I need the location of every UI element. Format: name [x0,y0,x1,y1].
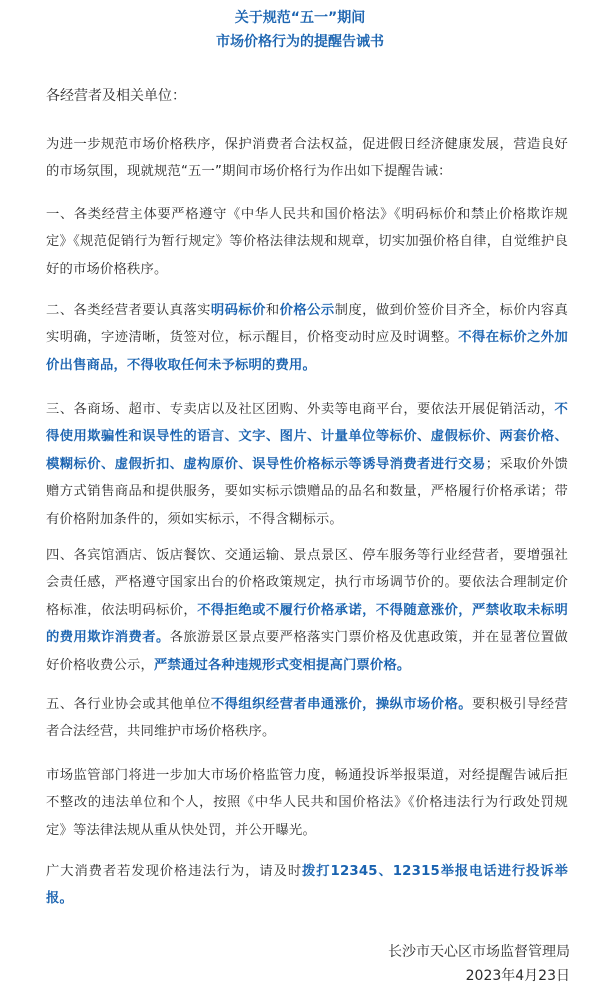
body-text: 三、各商场、超市、专卖店以及社区团购、外卖等电商平台，要依法开展促销活动， [46,402,555,417]
body-text: 二、各类经营者要认真落实 [46,303,211,318]
emphasis-text: 严禁通过各种违规形式变相提高门票价格。 [153,657,411,673]
closing-prefix: 广大消费者若发现价格违法行为，请及时 [46,864,303,879]
emphasis-text: 不得在标价之外加价出售商品，不得收取任何未予标明的费用。 [46,330,568,373]
title-line-1: 关于规范“五一”期间 [234,10,366,26]
closing-paragraph [46,858,568,913]
body-text: 和 [265,303,280,318]
intro-paragraph: 为进一步规范市场价格秩序，保护消费者合法权益，促进假日经济健康发展，营造良好的市场氛围，现就规范“五一”期间市场价格行为作出如下提醒告诫： [46,137,568,180]
item-2-paragraph [46,297,568,379]
body-text: 五、各行业协会或其他单位 [46,697,211,712]
body-text: 要积极引导经营者合法经营，共同维护市场价格秩序。 [46,697,568,740]
notice-paragraph: 市场监管部门将进一步加大市场价格监管力度，畅通投诉举报渠道，对经提醒告诫后拒不整改的违法单位和个人，按照《中华人民共和国价格法》《价格违法行为行政处罚规定》等法律法规从重从快处罚，并公开曝光。 [46,768,568,838]
emphasis-text: 价格公示 [279,303,335,318]
body-text: ；采取价外馈赠方式销售商品和提供服务，要如实标示馈赠品的品名和数量，严格履行价格承诺；带有价格附加条件的，须如实标示，不得含糊标示。 [46,456,568,527]
body-text: 四、各宾馆酒店、饭店餐饮、交通运输、景点景区、停车服务等行业经营者，要增强社会责任感，严格遵守国家出台的价格政策规定，执行市场调节价的。要依法合理制定价格标准，依法明码标价， [46,548,568,618]
signature-date: 2023年4月23日 [465,968,570,984]
item-4-paragraph [46,542,568,679]
emphasis-text: 不得组织经营者串通涨价，操纵市场价格。 [210,697,473,712]
item-5-paragraph [46,691,568,746]
body-text: 一、各类经营主体要严格遵守《中华人民共和国价格法》《明码标价和禁止价格欺诈规定》《规范促销行为暂行规定》等价格法律法规和规章，切实加强价格自律，自觉维护良好的市场价格秩序。 [46,207,568,277]
title-line-2: 市场价格行为的提醒告诫书 [216,34,384,50]
emphasis-text: 不得拒绝或不履行价格承诺，不得随意涨价，严禁收取未标明的费用欺诈消费者。 [46,602,569,646]
closing-emphasis: 拨打12345、12315举报电话进行投诉举报。 [46,864,568,907]
signature-org: 长沙市天心区市场监督管理局 [388,944,570,960]
emphasis-text: 不得使用欺骗性和误导性的语言、文字、图片、计量单位等标价、虚假标价、两套价格、模糊标价、虚假折扣、虚构原价、误导性价格标示等诱导消费者进行交易 [46,402,568,472]
body-text: 制度，做到价签价目齐全，标价内容真实明确，字迹清晰，货签对位，标示醒目，价格变动时应及时调整。 [46,303,568,346]
body-text: 各旅游景区景点要严格落实门票价格及优惠政策，并在显著位置做好价格收费公示， [46,630,568,673]
item-3-paragraph [46,396,568,533]
item-1-paragraph [46,201,568,283]
emphasis-text: 明码标价 [210,303,266,318]
salutation: 各经营者及相关单位： [46,88,186,104]
